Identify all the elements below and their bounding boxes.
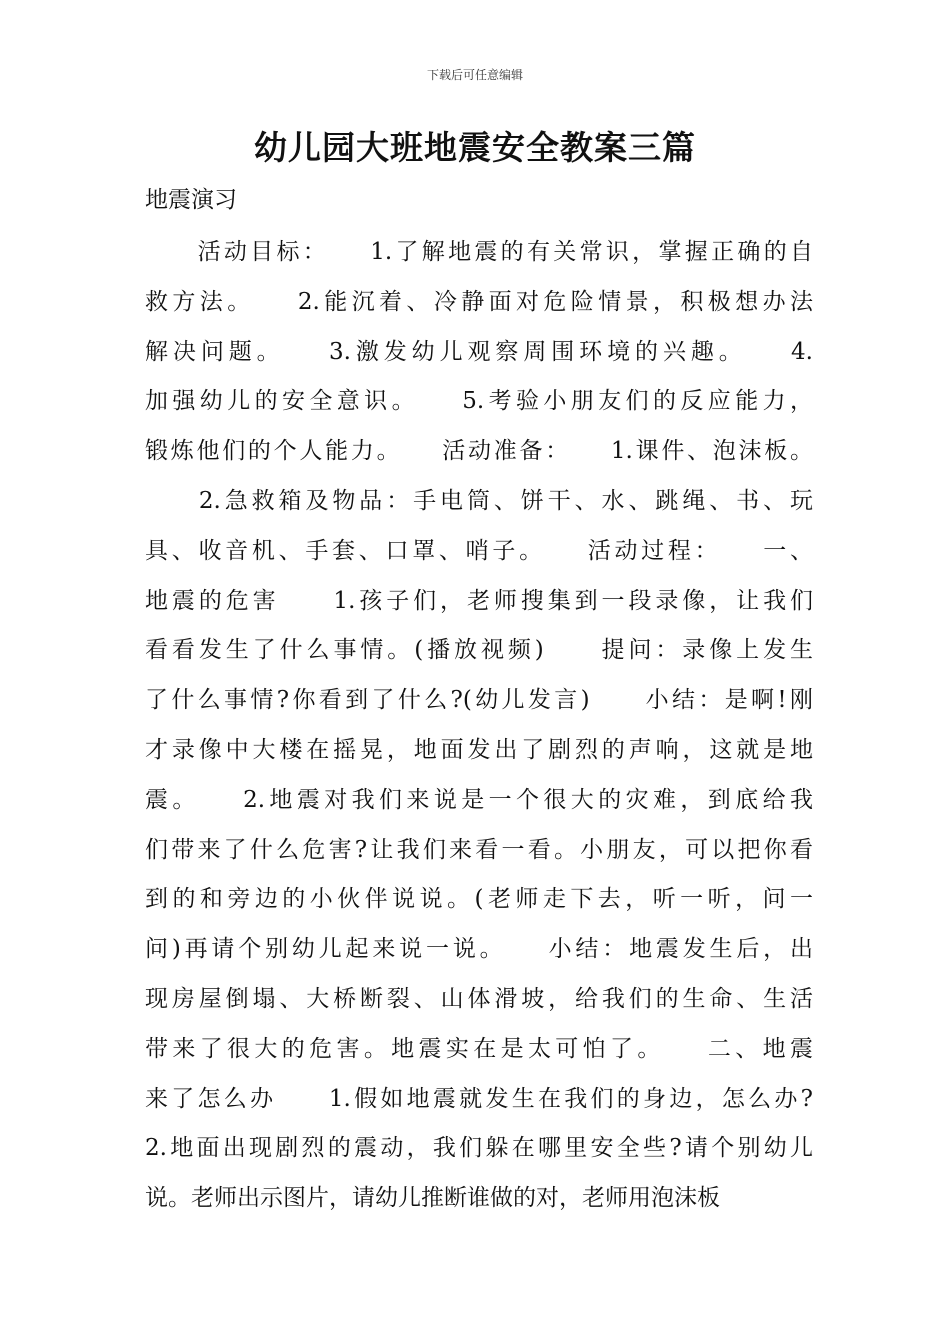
- body-line: 来了怎么办 1.假如地震就发生在我们的身边，怎么办?: [145, 1085, 813, 1112]
- body-line: 现房屋倒塌、大桥断裂、山体滑坡，给我们的生命、生活: [145, 985, 813, 1012]
- body-text: [145, 228, 813, 1224]
- body-line: 救方法。 2.能沉着、冷静面对危险情景，积极想办法: [145, 288, 813, 315]
- body-line: 加强幼儿的安全意识。 5.考验小朋友们的反应能力，: [145, 388, 813, 415]
- body-line: 活动目标： 1.了解地震的有关常识，掌握正确的自: [145, 239, 813, 265]
- body-line: 了什么事情?你看到了什么?(幼儿发言) 小结：是啊!刚: [145, 687, 813, 714]
- header-note: 下载后可任意编辑: [426, 68, 523, 82]
- body-line: 具、收音机、手套、口罩、哨子。 活动过程： 一、: [145, 537, 813, 564]
- body-line: 们带来了什么危害?让我们来看一看。小朋友，可以把你看: [145, 836, 813, 863]
- body-line: 锻炼他们的个人能力。 活动准备： 1.课件、泡沫板。: [145, 438, 813, 465]
- document-title: 幼儿园大班地震安全教案三篇: [254, 128, 696, 167]
- body-line: 看看发生了什么事情。(播放视频) 提问：录像上发生: [145, 637, 813, 664]
- body-line: 才录像中大楼在摇晃，地面发出了剧烈的声响，这就是地: [145, 736, 813, 763]
- body-line: 带来了很大的危害。地震实在是太可怕了。 二、地震: [145, 1035, 813, 1062]
- body-line: 问)再请个别幼儿起来说一说。 小结：地震发生后，出: [145, 936, 813, 963]
- body-line: 2.急救箱及物品：手电筒、饼干、水、跳绳、书、玩: [145, 487, 813, 514]
- body-line: 震。 2.地震对我们来说是一个很大的灾难，到底给我: [145, 786, 813, 813]
- section-heading: 地震演习: [145, 187, 237, 213]
- body-line: 到的和旁边的小伙伴说说。(老师走下去，听一听，问一: [145, 886, 813, 913]
- body-line: 解决问题。 3.激发幼儿观察周围环境的兴趣。 4.: [145, 338, 813, 365]
- body-line: 地震的危害 1.孩子们，老师搜集到一段录像，让我们: [145, 587, 813, 614]
- body-line: 说。老师出示图片，请幼儿推断谁做的对，老师用泡沫板: [145, 1185, 720, 1212]
- body-line: 2.地面出现剧烈的震动，我们躲在哪里安全些?请个别幼儿: [145, 1135, 813, 1162]
